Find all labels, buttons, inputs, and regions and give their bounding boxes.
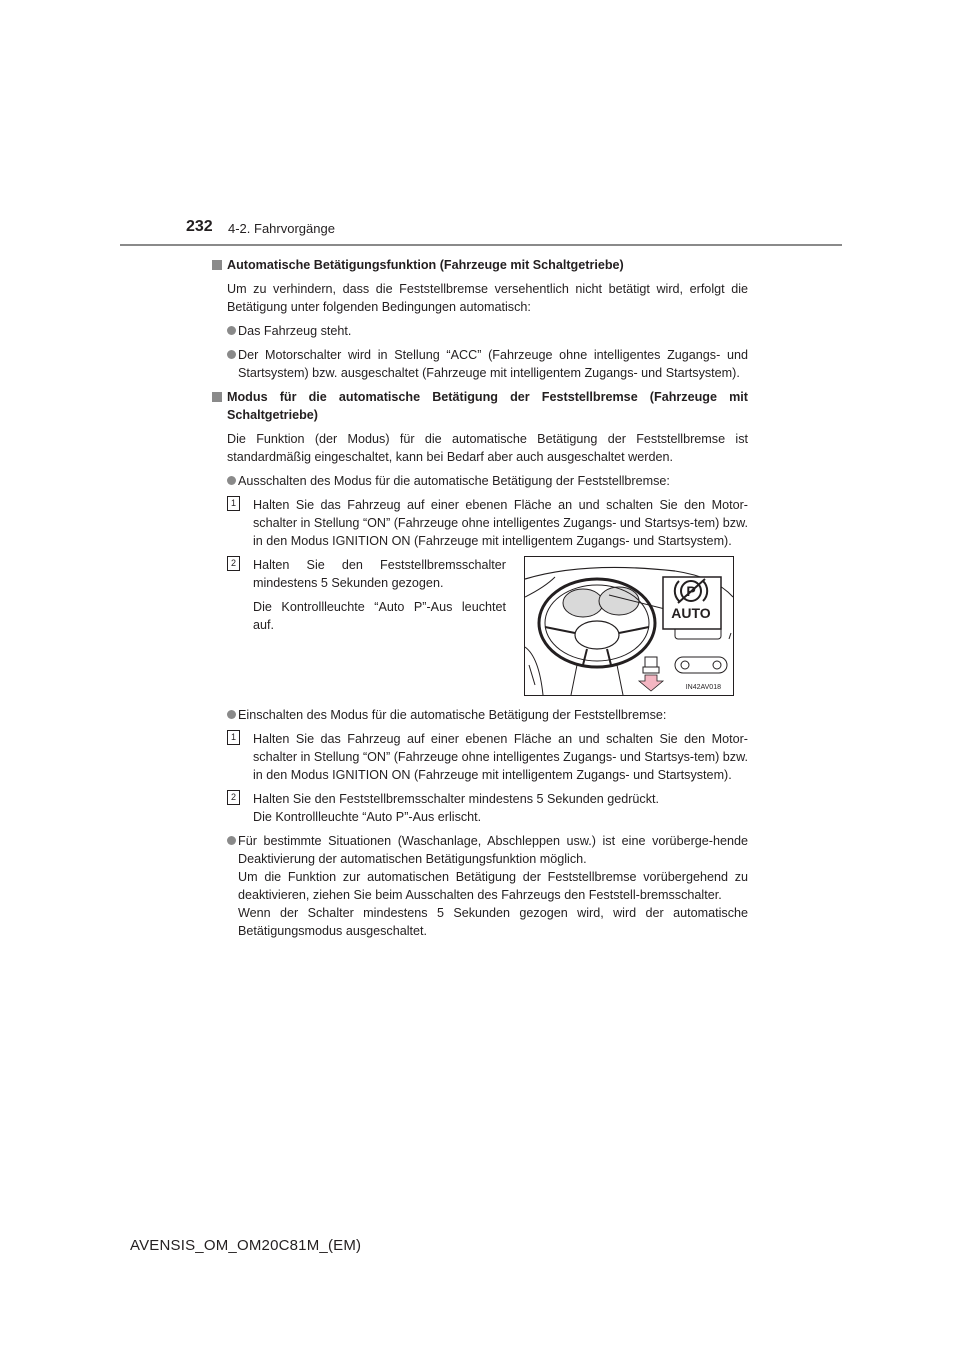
step-number-badge: 2: [227, 556, 240, 571]
parking-brake-switch-illustration: [524, 556, 734, 696]
square-bullet-icon: [212, 260, 222, 270]
condition-item: Der Motorschalter wird in Stellung “ACC” (Fahrzeuge ohne intelligentes Zugangs- und Startsystem) bzw. ausgeschaltet (Fahrzeuge mit intelligentem Zugangs- und Startsystem).: [212, 346, 748, 382]
step-number-badge: 1: [227, 730, 240, 745]
mode-on-step-1: 1 Halten Sie das Fahrzeug auf einer ebenen Fläche an und schalten Sie den Motor-schalter in Stellung “ON” (Fahrzeuge ohne intelligentes Zugangs- und Startsys-tem) bzw. in den Modus IGNITION ON (Fahrzeuge mit intelligentem Zugangs- und Startsystem).: [212, 730, 748, 784]
auto-function-intro: Um zu verhindern, dass die Feststellbremse versehentlich nicht betätigt wird, erfolgt die Betätigung unter folgenden Bedingungen automatisch:: [227, 282, 748, 314]
circle-bullet-icon: [227, 710, 236, 719]
indicator-auto-text: AUTO: [671, 605, 711, 621]
mode-intro: Die Funktion (der Modus) für die automatische Betätigung der Feststellbremse ist standardmäßig eingeschaltet, kann bei Bedarf aber auch ausgeschaltet werden.: [227, 432, 748, 464]
square-bullet-icon: [212, 392, 222, 402]
mode-heading: Modus für die automatische Betätigung der Feststellbremse (Fahrzeuge mit Schaltgetriebe): [212, 388, 748, 424]
section-title: 4-2. Fahrvorgänge: [228, 221, 335, 236]
temporary-deactivation-note: Für bestimmte Situationen (Waschanlage, Abschleppen usw.) ist eine vorüberge-hende Deaktivierung der automatischen Betätigungsfunktion möglich. Um die Funktion zur automatischen Betätigung der Feststellbremse vorübergehend zu deaktivieren, ziehen Sie beim Ausschalten des Fahrzeugs den Feststell-bremsschalter. Wenn der Schalter mindestens 5 Sekunden gezogen wird, wird der automatische Betätigungsmodus ausgeschaltet.: [212, 832, 748, 940]
circle-bullet-icon: [227, 326, 236, 335]
mode-off-step-2-text: Halten Sie den Feststellbremsschalter mindestens 5 Sekunden gezogen.: [253, 558, 506, 590]
page-content: [212, 256, 748, 946]
mode-off-step-2: [212, 556, 748, 696]
cockpit-illustration: [525, 557, 733, 695]
circle-bullet-icon: [227, 350, 236, 359]
header-divider: [120, 244, 842, 246]
auto-function-heading: Automatische Betätigungsfunktion (Fahrzeuge mit Schaltgetriebe): [212, 256, 748, 274]
mode-on-step-2-note: Die Kontrollleuchte “Auto P”-Aus erlischt.: [253, 810, 482, 824]
mode-on-label: Einschalten des Modus für die automatische Betätigung der Feststellbremse:: [212, 706, 748, 724]
circle-bullet-icon: [227, 476, 236, 485]
condition-item: Das Fahrzeug steht.: [212, 322, 748, 340]
indicator-p-text: P: [686, 583, 696, 599]
circle-bullet-icon: [227, 836, 236, 845]
mode-off-step-2-note: Die Kontrollleuchte “Auto P”-Aus leuchtet auf.: [253, 600, 506, 632]
mode-off-step-1: 1 Halten Sie das Fahrzeug auf einer ebenen Fläche an und schalten Sie den Motor-schalter in Stellung “ON” (Fahrzeuge ohne intelligentes Zugangs- und Startsys-tem) bzw. in den Modus IGNITION ON (Fahrzeuge mit intelligentem Zugangs- und Startsystem).: [212, 496, 748, 550]
page-number: 232: [186, 218, 213, 235]
document-footer: AVENSIS_OM_OM20C81M_(EM): [130, 1237, 362, 1254]
figure-code: IN42AV018: [685, 684, 721, 691]
step-number-badge: 2: [227, 790, 240, 805]
mode-off-label: Ausschalten des Modus für die automatische Betätigung der Feststellbremse:: [212, 472, 748, 490]
step-number-badge: 1: [227, 496, 240, 511]
mode-on-step-2: 2 Halten Sie den Feststellbremsschalter mindestens 5 Sekunden gedrückt. Die Kontrollleuchte “Auto P”-Aus erlischt.: [212, 790, 748, 826]
